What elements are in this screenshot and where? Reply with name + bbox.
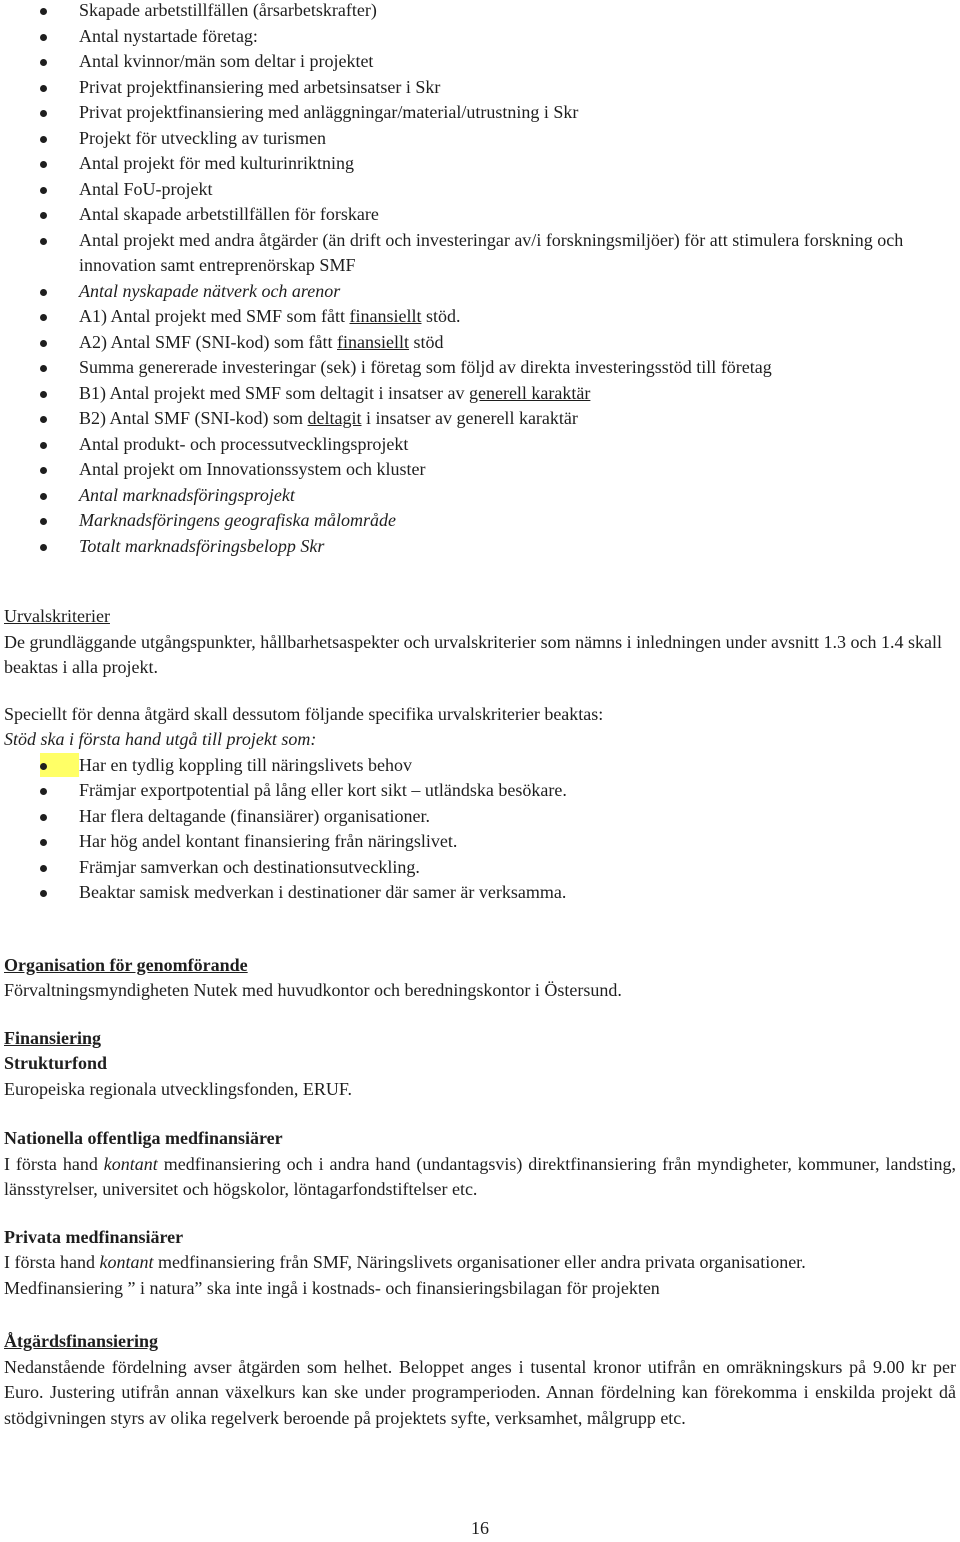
criteria-item <box>4 804 956 830</box>
private-body <box>4 1250 956 1276</box>
list-item-text: Antal nystartade företag: <box>79 25 258 46</box>
list-item-text: i insatser av generell karaktär <box>361 408 578 428</box>
bullet-icon <box>40 85 47 92</box>
list-item <box>4 406 956 432</box>
bullet-icon <box>40 110 47 117</box>
criteria-list <box>4 753 956 906</box>
document-page <box>4 0 956 1431</box>
list-item-text: Antal nyskapade nätverk och arenor <box>79 280 341 301</box>
bullet-icon <box>40 416 47 423</box>
list-item <box>4 304 956 330</box>
bullet-icon <box>40 839 47 846</box>
list-item-text: Skapade arbetstillfällen (årsarbetskrafter) <box>79 0 377 20</box>
urval-heading: Urvalskriterier <box>4 606 110 626</box>
list-item-text: Marknadsföringens geografiska målområde <box>79 510 396 530</box>
bullet-icon <box>40 865 47 872</box>
national-section <box>4 1126 956 1203</box>
atgard-section <box>4 1329 956 1431</box>
list-item-text: B1) Antal projekt med SMF som deltagit i insatser av <box>79 382 469 403</box>
bullet-icon <box>40 340 47 347</box>
criteria-item <box>4 778 956 804</box>
financing-heading: Finansiering <box>4 1027 102 1048</box>
list-item <box>4 177 956 203</box>
list-item <box>4 355 956 381</box>
list-item <box>4 0 956 24</box>
list-item-underlined: generell karaktär <box>468 382 591 403</box>
list-item-text: Antal produkt- och processutvecklingsprojekt <box>79 433 409 454</box>
list-item-text: Privat projektfinansiering med arbetsinsatser i Skr <box>79 76 441 97</box>
urval-support-intro: Stöd ska i första hand utgå till projekt som: <box>4 729 317 749</box>
criteria-text: Beaktar samisk medverkan i destinationer där samer är verksamma. <box>79 882 567 902</box>
list-item <box>4 432 956 458</box>
criteria-item <box>4 753 956 779</box>
org-heading: Organisation för genomförande <box>4 954 248 975</box>
list-item-text: A2) Antal SMF (SNI-kod) som fått <box>79 331 337 352</box>
criteria-text: Främjar samverkan och destinationsutveckling. <box>79 856 420 877</box>
list-item <box>4 100 956 126</box>
list-item-text: A1) Antal projekt med SMF som fått <box>79 306 350 326</box>
bullet-icon <box>40 212 47 219</box>
criteria-text: Har hög andel kontant finansiering från näringslivet. <box>79 831 458 851</box>
list-item-text: B2) Antal SMF (SNI-kod) som <box>79 408 308 428</box>
bullet-icon <box>40 187 47 194</box>
bullet-icon <box>40 391 47 398</box>
list-item-underlined: finansiellt <box>337 331 409 352</box>
page-number: 16 <box>471 1518 489 1538</box>
private-section <box>4 1225 956 1302</box>
private-heading: Privata medfinansiärer <box>4 1226 184 1247</box>
bullet-icon <box>40 493 47 500</box>
bullet-icon <box>40 238 47 245</box>
national-heading: Nationella offentliga medfinansiärer <box>4 1128 283 1148</box>
list-item-text: Privat projektfinansiering med anläggningar/material/utrustning i Skr <box>79 102 579 122</box>
bullet-icon <box>40 8 47 15</box>
national-pre: I första hand <box>4 1153 104 1174</box>
private-post: medfinansiering från SMF, Näringslivets organisationer eller andra privata organisationer. <box>153 1252 806 1272</box>
bullet-icon <box>40 289 47 296</box>
bullet-icon <box>40 518 47 525</box>
list-item <box>4 483 956 509</box>
list-item <box>4 330 956 356</box>
bullet-icon <box>40 365 47 372</box>
bullet-icon <box>40 161 47 168</box>
list-item-text: Projekt för utveckling av turismen <box>79 127 326 148</box>
list-item-text: Antal kvinnor/män som deltar i projektet <box>79 51 374 71</box>
list-item-text: Antal projekt för med kulturinriktning <box>79 153 354 173</box>
criteria-item <box>4 880 956 906</box>
org-body: Förvaltningsmyndigheten Nutek med huvudkontor och beredningskontor i Östersund. <box>4 980 622 1000</box>
criteria-item <box>4 829 956 855</box>
list-item-underlined: deltagit <box>307 408 362 428</box>
list-item-text: Antal projekt med andra åtgärder (än drift och investeringar av/i forskningsmiljöer) för att stimulera forskning och innovation samt entreprenörskap SMF <box>79 229 904 275</box>
list-item-text: Antal FoU-projekt <box>79 178 213 199</box>
list-item <box>4 75 956 101</box>
private-line2: Medfinansiering ” i natura” ska inte ingå i kostnads- och finansieringsbilagan för projekten <box>4 1277 660 1298</box>
bullet-icon <box>40 467 47 474</box>
list-item <box>4 202 956 228</box>
list-item-text: Antal skapade arbetstillfällen för forskare <box>79 204 379 224</box>
national-body <box>4 1152 956 1203</box>
bullet-icon <box>40 442 47 449</box>
financing-body: Europeiska regionala utvecklingsfonden, ERUF. <box>4 1078 352 1099</box>
list-item-text: stöd. <box>421 306 461 326</box>
urval-section <box>4 604 956 906</box>
bullet-icon <box>40 814 47 821</box>
private-pre: I första hand <box>4 1252 100 1272</box>
urval-body: De grundläggande utgångspunkter, hållbarhetsaspekter och urvalskriterier som nämns i inledningen under avsnitt 1.3 och 1.4 skall beaktas i alla projekt. <box>4 631 943 677</box>
bullet-icon <box>40 788 47 795</box>
bullet-icon <box>40 763 47 770</box>
list-item-underlined: finansiellt <box>349 306 422 326</box>
list-item <box>4 126 956 152</box>
financing-sub: Strukturfond <box>4 1053 108 1073</box>
bullet-icon <box>40 314 47 321</box>
list-item-text: Antal marknadsföringsprojekt <box>79 484 295 505</box>
criteria-text: Främjar exportpotential på lång eller kort sikt – utländska besökare. <box>79 780 567 800</box>
list-item <box>4 151 956 177</box>
national-post: medfinansiering och i andra hand (undantagsvis) direktfinansiering från myndigheter, kommuner, landsting, länsstyrelser, universitet och högskolor, löntagarfondstiftelser etc. <box>4 1153 956 1199</box>
financing-section <box>4 1026 956 1103</box>
criteria-text: Har flera deltagande (finansiärer) organisationer. <box>79 805 430 826</box>
criteria-item <box>4 855 956 881</box>
bullet-icon <box>40 136 47 143</box>
list-item <box>4 534 956 560</box>
criteria-text: Har en tydlig koppling till näringslivets behov <box>79 754 412 775</box>
national-em: kontant <box>103 1153 158 1174</box>
bullet-icon <box>40 59 47 66</box>
bullet-icon <box>40 34 47 41</box>
bullet-icon <box>40 890 47 897</box>
list-item-text: Summa genererade investeringar (sek) i företag som följd av direkta investeringsstöd till företag <box>79 357 772 377</box>
list-item <box>4 381 956 407</box>
atgard-heading: Åtgärdsfinansiering <box>4 1331 159 1351</box>
urval-special: Speciellt för denna åtgärd skall dessutom följande specifika urvalskriterier beaktas: <box>4 703 604 724</box>
list-item-text: Totalt marknadsföringsbelopp Skr <box>79 535 325 556</box>
bullet-icon <box>40 544 47 551</box>
list-item <box>4 24 956 50</box>
list-item <box>4 49 956 75</box>
list-item-text: Antal projekt om Innovationssystem och kluster <box>79 459 426 479</box>
list-item-text: stöd <box>408 331 444 352</box>
list-item <box>4 228 956 279</box>
indicator-list <box>4 0 956 559</box>
list-item <box>4 508 956 534</box>
list-item <box>4 457 956 483</box>
private-em: kontant <box>99 1252 154 1272</box>
org-section <box>4 953 956 1004</box>
atgard-body: Nedanstående fördelning avser åtgärden som helhet. Beloppet anges i tusental kronor utifrån en omräkningskurs på 9.00 kr per Euro. Justering utifrån annan växelkurs kan ske under programperioden. Annan fördelning kan förekomma i enskilda projekt då stödgivningen styrs av olika regelverk beroende på projektets syfte, verksamhet, målgrupp etc. <box>4 1356 956 1428</box>
list-item <box>4 279 956 305</box>
